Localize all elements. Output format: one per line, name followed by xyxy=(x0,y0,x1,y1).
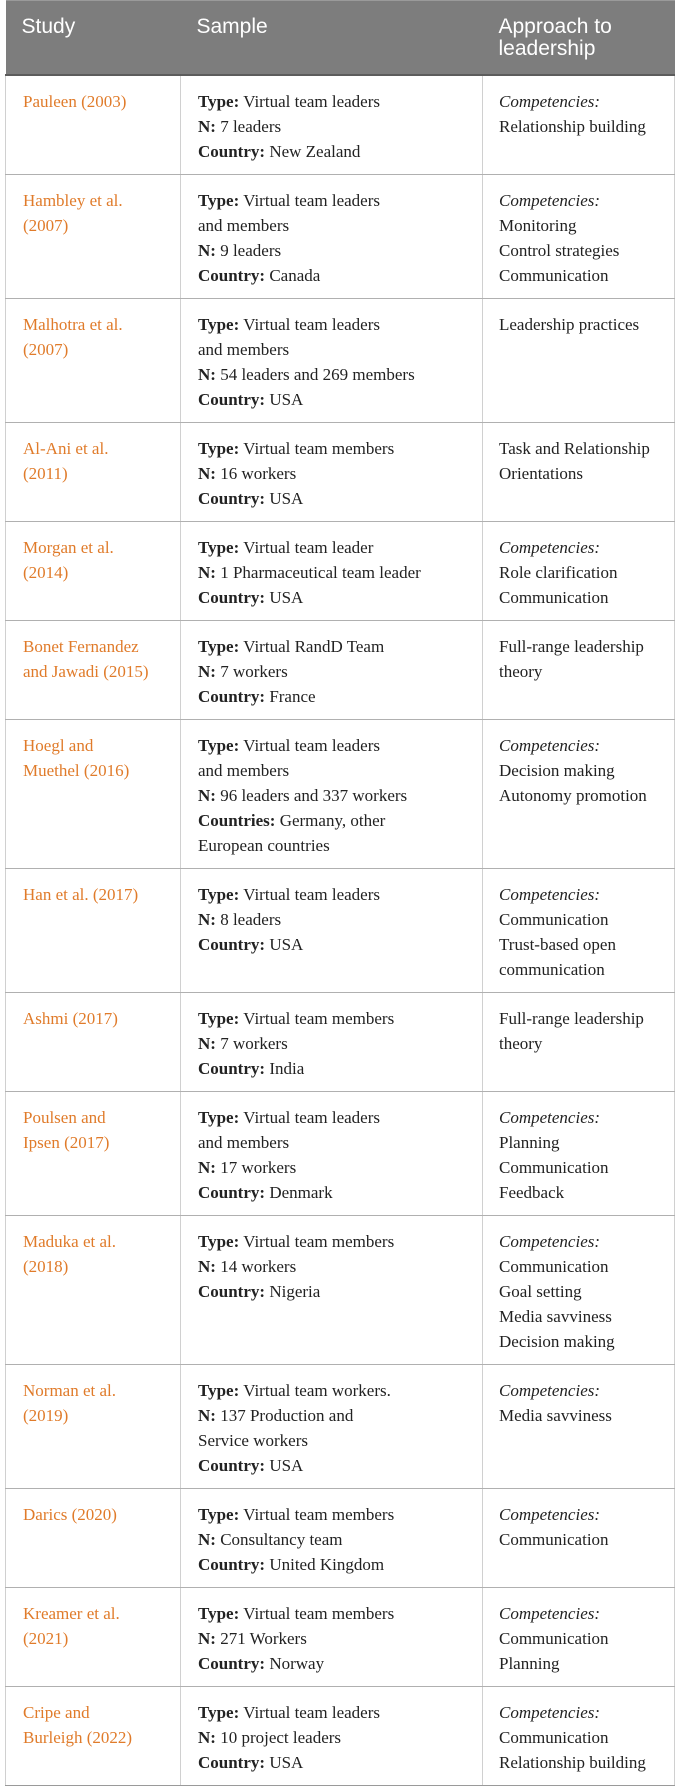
approach-cell xyxy=(483,299,675,423)
type-label: Type: xyxy=(198,191,240,210)
approach-item: Communication xyxy=(499,1728,609,1747)
n-value: 7 workers xyxy=(220,1034,288,1053)
sample-country-line xyxy=(198,139,474,164)
sample-type-line xyxy=(198,733,474,758)
type-label: Type: xyxy=(198,885,240,904)
approach-cell xyxy=(483,1687,675,1786)
type-value: Virtual RandD Team xyxy=(243,637,385,656)
approach-item: Feedback xyxy=(499,1183,565,1202)
country-label: Country: xyxy=(198,935,266,954)
approach-item: Orientations xyxy=(499,464,584,483)
sample-type-line xyxy=(198,634,474,659)
study-cell xyxy=(6,869,181,993)
header-approach-line2: leadership xyxy=(498,37,596,60)
sample-type-line xyxy=(198,1006,474,1031)
sample-cell xyxy=(181,720,483,869)
table-row xyxy=(6,75,675,175)
approach-cell xyxy=(483,175,675,299)
sample-cell xyxy=(181,75,483,175)
study-name: Muethel (2016) xyxy=(23,761,130,780)
type-value: Virtual team leaders xyxy=(243,92,381,111)
approach-item: Role clarification xyxy=(499,563,618,582)
study-name: Burleigh (2022) xyxy=(23,1728,133,1747)
sample-n-line xyxy=(198,907,474,932)
type-label: Type: xyxy=(198,736,240,755)
sample-country-line xyxy=(198,833,474,858)
country-value: New Zealand xyxy=(269,142,361,161)
n-value: 16 workers xyxy=(220,464,297,483)
study-name: (2007) xyxy=(23,340,69,359)
approach-item: Task and Relationship xyxy=(499,439,650,458)
approach-item: Communication xyxy=(499,1530,609,1549)
study-cell xyxy=(6,720,181,869)
n-label: N: xyxy=(198,1034,216,1053)
type-value: Virtual team leaders xyxy=(243,736,381,755)
competencies-label: Competencies: xyxy=(499,736,601,755)
competencies-label: Competencies: xyxy=(499,92,601,111)
n-label: N: xyxy=(198,1406,216,1425)
table-row xyxy=(6,1365,675,1489)
sample-cell xyxy=(181,423,483,522)
table-row xyxy=(6,1687,675,1786)
country-value: United Kingdom xyxy=(269,1555,385,1574)
approach-cell xyxy=(483,621,675,720)
approach-item: theory xyxy=(499,1034,543,1053)
study-cell xyxy=(6,1588,181,1687)
sample-country-line xyxy=(198,1651,474,1676)
type-label: Type: xyxy=(198,92,240,111)
sample-type-line xyxy=(198,436,474,461)
type-label: Type: xyxy=(198,1381,240,1400)
sample-country-line xyxy=(198,808,474,833)
table-row xyxy=(6,720,675,869)
study-cell xyxy=(6,621,181,720)
approach-item: Decision making xyxy=(499,1332,615,1351)
study-name: Malhotra et al. xyxy=(23,315,123,334)
sample-type-line xyxy=(198,535,474,560)
study-cell xyxy=(6,75,181,175)
type-value: Virtual team leaders xyxy=(243,885,381,904)
study-cell xyxy=(6,1687,181,1786)
country-value: France xyxy=(269,687,316,706)
type-value: Virtual team leaders xyxy=(243,315,381,334)
sample-n-line xyxy=(198,560,474,585)
type-value: Virtual team leaders xyxy=(243,1703,381,1722)
country-value: Norway xyxy=(269,1654,325,1673)
country-value: India xyxy=(269,1059,305,1078)
type-value: and members xyxy=(198,216,290,235)
type-label: Type: xyxy=(198,1604,240,1623)
study-name: Hoegl and xyxy=(23,736,94,755)
study-name: (2018) xyxy=(23,1257,69,1276)
approach-cell xyxy=(483,869,675,993)
competencies-label: Competencies: xyxy=(499,1604,601,1623)
approach-item: Communication xyxy=(499,1629,609,1648)
country-value: USA xyxy=(269,489,304,508)
country-label: Country: xyxy=(198,1282,266,1301)
table-row xyxy=(6,869,675,993)
n-value: Consultancy team xyxy=(220,1530,343,1549)
approach-cell xyxy=(483,522,675,621)
country-label: Country: xyxy=(198,489,266,508)
sample-type-line xyxy=(198,882,474,907)
sample-cell xyxy=(181,522,483,621)
study-name: Poulsen and xyxy=(23,1108,106,1127)
country-value: USA xyxy=(269,935,304,954)
type-label: Type: xyxy=(198,315,240,334)
competencies-label: Competencies: xyxy=(499,1703,601,1722)
competencies-label: Competencies: xyxy=(499,1232,601,1251)
approach-cell xyxy=(483,1365,675,1489)
study-name: Ipsen (2017) xyxy=(23,1133,110,1152)
approach-item: Full-range leadership xyxy=(499,637,644,656)
country-label: Country: xyxy=(198,1555,266,1574)
country-label: Country: xyxy=(198,1183,266,1202)
table-row xyxy=(6,1588,675,1687)
sample-cell xyxy=(181,1216,483,1365)
study-name: and Jawadi (2015) xyxy=(23,662,149,681)
n-value: Service workers xyxy=(198,1431,308,1450)
approach-cell xyxy=(483,993,675,1092)
study-name: Maduka et al. xyxy=(23,1232,116,1251)
table-header xyxy=(6,1,675,76)
sample-country-line xyxy=(198,1453,474,1478)
study-name: Cripe and xyxy=(23,1703,90,1722)
country-label: Countries: xyxy=(198,811,276,830)
table-row xyxy=(6,1489,675,1588)
table-row xyxy=(6,175,675,299)
approach-item: Relationship building xyxy=(499,1753,646,1772)
sample-country-line xyxy=(198,263,474,288)
sample-cell xyxy=(181,175,483,299)
country-value: Denmark xyxy=(269,1183,333,1202)
studies-table xyxy=(5,0,675,1786)
approach-item: Communication xyxy=(499,1158,609,1177)
country-label: Country: xyxy=(198,1059,266,1078)
country-label: Country: xyxy=(198,687,266,706)
type-label: Type: xyxy=(198,1108,240,1127)
approach-item: Relationship building xyxy=(499,117,646,136)
type-value: Virtual team leaders xyxy=(243,1108,381,1127)
approach-cell xyxy=(483,1216,675,1365)
table-row xyxy=(6,621,675,720)
approach-item: Communication xyxy=(499,588,609,607)
n-label: N: xyxy=(198,1629,216,1648)
type-value: Virtual team leaders xyxy=(243,191,381,210)
type-value: Virtual team members xyxy=(243,1505,395,1524)
n-label: N: xyxy=(198,241,216,260)
study-name: Hambley et al. xyxy=(23,191,123,210)
n-label: N: xyxy=(198,1257,216,1276)
country-value: USA xyxy=(269,1753,304,1772)
approach-item: Decision making xyxy=(499,761,615,780)
sample-type-line xyxy=(198,1502,474,1527)
n-value: 14 workers xyxy=(220,1257,297,1276)
type-value: Virtual team members xyxy=(243,1009,395,1028)
n-value: 96 leaders and 337 workers xyxy=(220,786,408,805)
country-label: Country: xyxy=(198,142,266,161)
sample-n-line xyxy=(198,362,474,387)
sample-cell xyxy=(181,621,483,720)
sample-type-line xyxy=(198,1378,474,1403)
competencies-label: Competencies: xyxy=(499,538,601,557)
sample-country-line xyxy=(198,1279,474,1304)
type-value: Virtual team members xyxy=(243,439,395,458)
approach-cell xyxy=(483,1588,675,1687)
study-name: (2011) xyxy=(23,464,68,483)
n-value: 10 project leaders xyxy=(220,1728,342,1747)
sample-type-line xyxy=(198,213,474,238)
sample-n-line xyxy=(198,1428,474,1453)
country-label: Country: xyxy=(198,1753,266,1772)
sample-country-line xyxy=(198,932,474,957)
study-cell xyxy=(6,299,181,423)
sample-cell xyxy=(181,1687,483,1786)
approach-cell xyxy=(483,1489,675,1588)
sample-country-line xyxy=(198,1750,474,1775)
type-value: Virtual team workers. xyxy=(243,1381,391,1400)
study-name: Morgan et al. xyxy=(23,538,114,557)
approach-item: Control strategies xyxy=(499,241,620,260)
country-value: Germany, other xyxy=(279,811,386,830)
country-value: Nigeria xyxy=(269,1282,321,1301)
approach-item: Autonomy promotion xyxy=(499,786,647,805)
approach-item: Communication xyxy=(499,910,609,929)
table-row xyxy=(6,423,675,522)
competencies-label: Competencies: xyxy=(499,1381,601,1400)
header-sample: Sample xyxy=(181,1,483,76)
study-name: Bonet Fernandez xyxy=(23,637,139,656)
study-cell xyxy=(6,1216,181,1365)
competencies-label: Competencies: xyxy=(499,885,601,904)
type-value: and members xyxy=(198,1133,290,1152)
study-cell xyxy=(6,1365,181,1489)
approach-cell xyxy=(483,1092,675,1216)
country-label: Country: xyxy=(198,266,266,285)
sample-type-line xyxy=(198,1229,474,1254)
header-study: Study xyxy=(6,1,181,76)
sample-n-line xyxy=(198,659,474,684)
approach-cell xyxy=(483,75,675,175)
study-name: Han et al. (2017) xyxy=(23,885,139,904)
study-cell xyxy=(6,423,181,522)
n-value: 1 Pharmaceutical team leader xyxy=(220,563,421,582)
type-value: and members xyxy=(198,761,290,780)
table-body xyxy=(6,75,675,1786)
type-value: Virtual team members xyxy=(243,1232,395,1251)
type-value: Virtual team leader xyxy=(243,538,374,557)
table-row xyxy=(6,1092,675,1216)
sample-type-line xyxy=(198,1105,474,1130)
sample-n-line xyxy=(198,1031,474,1056)
type-value: and members xyxy=(198,340,290,359)
study-name: Ashmi (2017) xyxy=(23,1009,118,1028)
study-name: Darics (2020) xyxy=(23,1505,117,1524)
sample-cell xyxy=(181,1092,483,1216)
type-label: Type: xyxy=(198,1232,240,1251)
sample-type-line xyxy=(198,1130,474,1155)
study-cell xyxy=(6,1489,181,1588)
table-row xyxy=(6,1216,675,1365)
approach-item: Planning xyxy=(499,1654,560,1673)
sample-type-line xyxy=(198,188,474,213)
type-label: Type: xyxy=(198,1009,240,1028)
n-label: N: xyxy=(198,1158,216,1177)
n-label: N: xyxy=(198,1530,216,1549)
n-label: N: xyxy=(198,464,216,483)
sample-n-line xyxy=(198,1527,474,1552)
sample-n-line xyxy=(198,1155,474,1180)
competencies-label: Competencies: xyxy=(499,1505,601,1524)
type-label: Type: xyxy=(198,1505,240,1524)
approach-cell xyxy=(483,423,675,522)
sample-type-line xyxy=(198,337,474,362)
n-label: N: xyxy=(198,563,216,582)
study-name: (2014) xyxy=(23,563,69,582)
study-name: Kreamer et al. xyxy=(23,1604,120,1623)
study-name: (2007) xyxy=(23,216,69,235)
approach-item: Communication xyxy=(499,1257,609,1276)
sample-n-line xyxy=(198,1403,474,1428)
type-label: Type: xyxy=(198,637,240,656)
n-label: N: xyxy=(198,786,216,805)
sample-n-line xyxy=(198,114,474,139)
country-value: USA xyxy=(269,588,304,607)
approach-item: Leadership practices xyxy=(499,315,640,334)
sample-country-line xyxy=(198,585,474,610)
n-label: N: xyxy=(198,117,216,136)
type-label: Type: xyxy=(198,538,240,557)
approach-cell xyxy=(483,720,675,869)
study-name: Norman et al. xyxy=(23,1381,116,1400)
country-value: European countries xyxy=(198,836,330,855)
sample-n-line xyxy=(198,461,474,486)
n-value: 271 Workers xyxy=(220,1629,307,1648)
approach-item: Communication xyxy=(499,266,609,285)
sample-country-line xyxy=(198,1552,474,1577)
competencies-label: Competencies: xyxy=(499,1108,601,1127)
header-approach-line1: Approach to xyxy=(498,15,612,38)
sample-type-line xyxy=(198,1601,474,1626)
study-cell xyxy=(6,1092,181,1216)
study-name: Al-Ani et al. xyxy=(23,439,109,458)
study-cell xyxy=(6,522,181,621)
sample-cell xyxy=(181,1588,483,1687)
type-value: Virtual team members xyxy=(243,1604,395,1623)
sample-cell xyxy=(181,869,483,993)
table-row xyxy=(6,993,675,1092)
n-value: 8 leaders xyxy=(220,910,282,929)
n-label: N: xyxy=(198,910,216,929)
approach-item: communication xyxy=(499,960,605,979)
sample-country-line xyxy=(198,684,474,709)
sample-n-line xyxy=(198,1254,474,1279)
sample-type-line xyxy=(198,89,474,114)
sample-country-line xyxy=(198,387,474,412)
n-label: N: xyxy=(198,365,216,384)
n-value: 54 leaders and 269 members xyxy=(220,365,415,384)
approach-item: Trust-based open xyxy=(499,935,616,954)
study-cell xyxy=(6,993,181,1092)
sample-cell xyxy=(181,993,483,1092)
study-cell xyxy=(6,175,181,299)
n-label: N: xyxy=(198,1728,216,1747)
sample-n-line xyxy=(198,238,474,263)
sample-country-line xyxy=(198,1180,474,1205)
n-value: 7 workers xyxy=(220,662,288,681)
sample-country-line xyxy=(198,486,474,511)
n-value: 9 leaders xyxy=(220,241,282,260)
sample-n-line xyxy=(198,1725,474,1750)
study-name: (2019) xyxy=(23,1406,69,1425)
sample-cell xyxy=(181,299,483,423)
approach-item: Goal setting xyxy=(499,1282,582,1301)
sample-type-line xyxy=(198,312,474,337)
sample-n-line xyxy=(198,1626,474,1651)
approach-item: Monitoring xyxy=(499,216,577,235)
study-name: (2021) xyxy=(23,1629,69,1648)
sample-country-line xyxy=(198,1056,474,1081)
n-label: N: xyxy=(198,662,216,681)
sample-type-line xyxy=(198,758,474,783)
country-value: USA xyxy=(269,1456,304,1475)
n-value: 137 Production and xyxy=(220,1406,354,1425)
approach-item: theory xyxy=(499,662,543,681)
table-row xyxy=(6,299,675,423)
country-value: USA xyxy=(269,390,304,409)
study-name: Pauleen (2003) xyxy=(23,92,127,111)
type-label: Type: xyxy=(198,1703,240,1722)
approach-item: Media savviness xyxy=(499,1307,612,1326)
type-label: Type: xyxy=(198,439,240,458)
header-approach xyxy=(483,1,675,76)
table-row xyxy=(6,522,675,621)
n-value: 17 workers xyxy=(220,1158,297,1177)
approach-item: Media savviness xyxy=(499,1406,612,1425)
approach-item: Planning xyxy=(499,1133,560,1152)
country-label: Country: xyxy=(198,588,266,607)
country-label: Country: xyxy=(198,1654,266,1673)
competencies-label: Competencies: xyxy=(499,191,601,210)
approach-item: Full-range leadership xyxy=(499,1009,644,1028)
sample-n-line xyxy=(198,783,474,808)
sample-cell xyxy=(181,1489,483,1588)
country-value: Canada xyxy=(269,266,321,285)
country-label: Country: xyxy=(198,390,266,409)
country-label: Country: xyxy=(198,1456,266,1475)
n-value: 7 leaders xyxy=(220,117,282,136)
sample-cell xyxy=(181,1365,483,1489)
